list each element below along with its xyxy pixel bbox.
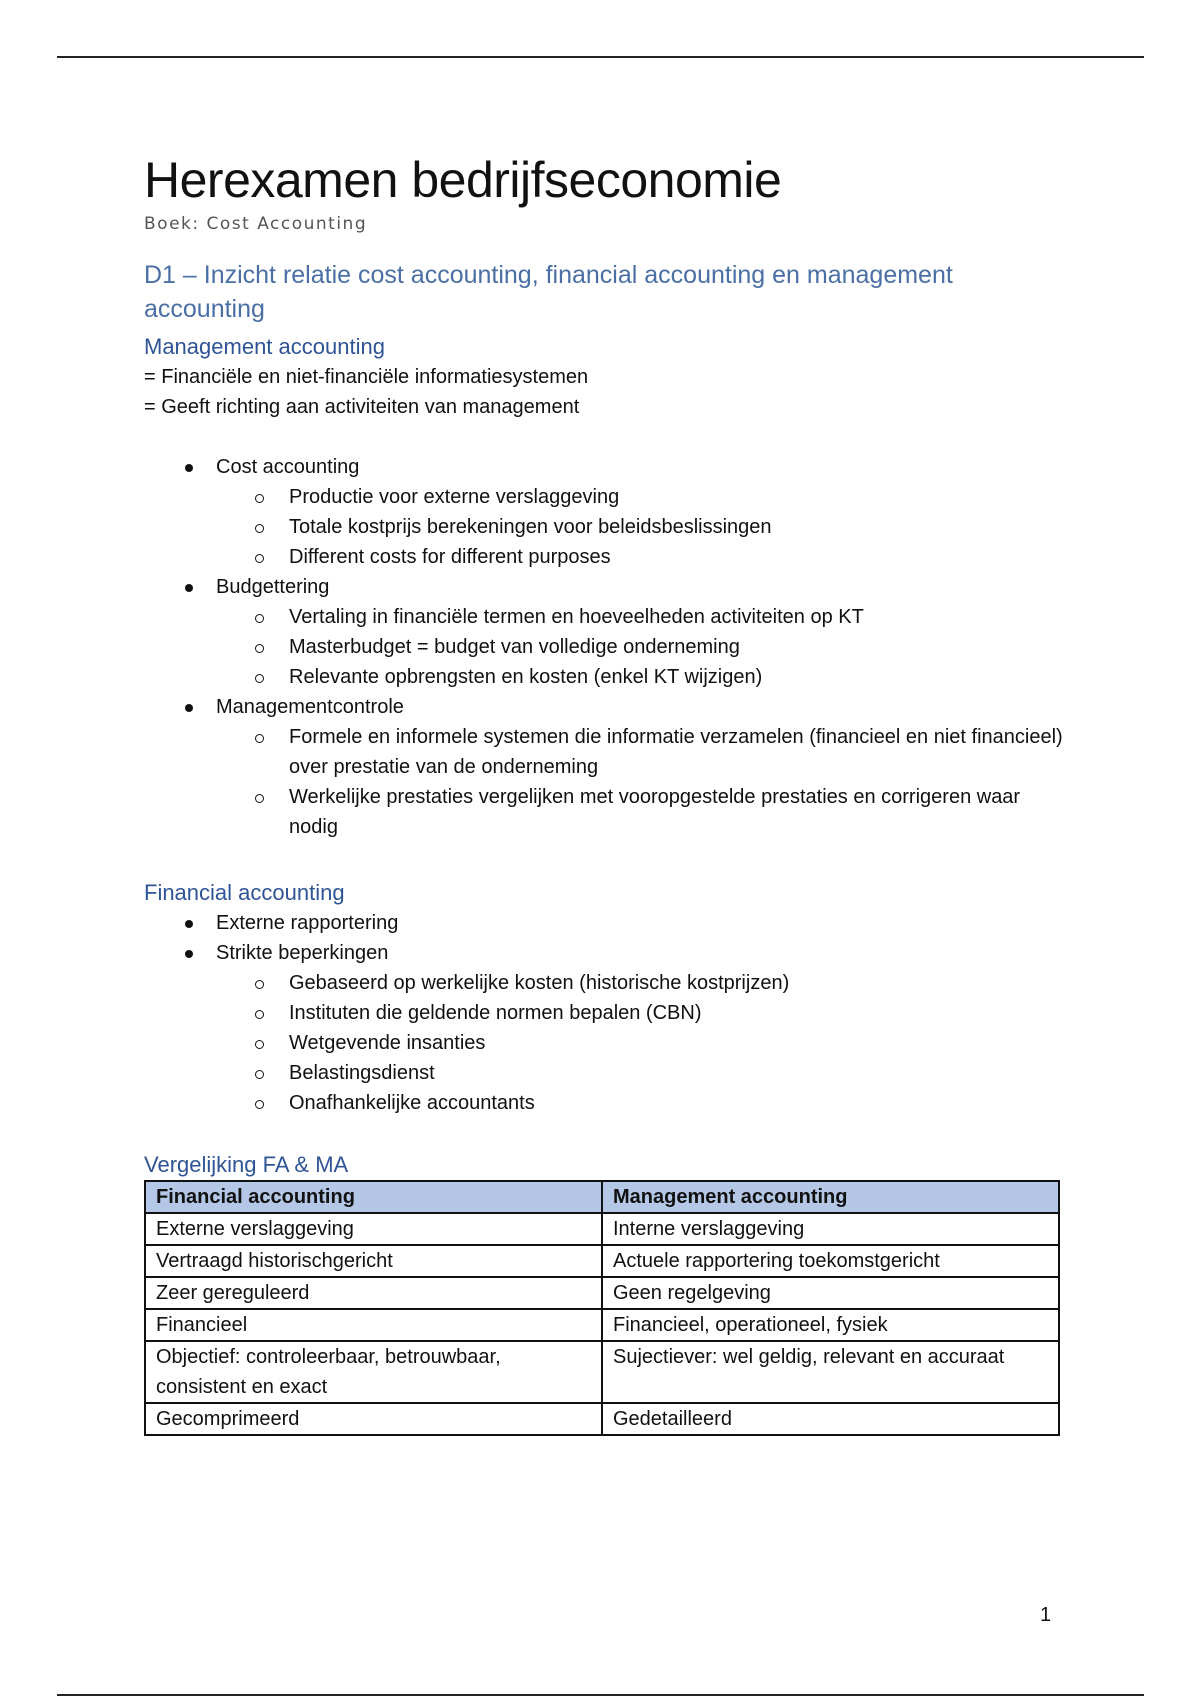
footer-rule (57, 1694, 1144, 1696)
page-number: 1 (1040, 1604, 1052, 1626)
table-cell: Externe verslaggeving (145, 1213, 602, 1245)
circle-bullet-icon (255, 1100, 264, 1109)
table-cell: Vertraagd historischgericht (145, 1245, 602, 1277)
sub-list-item: Onafhankelijke accountants (144, 1088, 1064, 1118)
sub-list-item: Totale kostprijs berekeningen voor beleidsbeslissingen (144, 512, 1064, 542)
circle-bullet-icon (255, 1040, 264, 1049)
sub-list-item: Different costs for different purposes (144, 542, 1064, 572)
list-item-label: Budgettering (216, 576, 330, 598)
list-item (144, 452, 1064, 482)
circle-bullet-icon (255, 614, 264, 623)
section-d1-heading: D1 – Inzicht relatie cost accounting, financial accounting en management accounting (144, 261, 953, 323)
sub-list (144, 968, 1064, 1118)
circle-bullet-icon (255, 644, 264, 653)
table-row (145, 1341, 1059, 1403)
sub-list-item: Formele en informele systemen die informatie verzamelen (financieel en niet financieel) over prestatie van de onderneming (144, 722, 1064, 782)
sub-list-item: Wetgevende insanties (144, 1028, 1064, 1058)
circle-bullet-icon (255, 1010, 264, 1019)
table-cell: Gedetailleerd (602, 1403, 1059, 1435)
table-cell: Sujectiever: wel geldig, relevant en accuraat (602, 1341, 1059, 1403)
table-header-row (145, 1181, 1059, 1213)
table-cell: Actuele rapportering toekomstgericht (602, 1245, 1059, 1277)
column-header: Management accounting (602, 1181, 1059, 1213)
sub-list-item: Werkelijke prestaties vergelijken met vooropgestelde prestaties en corrigeren waar nodig (144, 782, 1064, 842)
table-cell: Gecomprimeerd (145, 1403, 602, 1435)
list-item (144, 908, 1064, 938)
definition-line: = Geeft richting aan activiteiten van management (144, 396, 580, 418)
financial-accounting-list (144, 908, 1064, 1118)
definition-line: = Financiële en niet-financiële informatiesystemen (144, 366, 589, 388)
list-item-label: Managementcontrole (216, 696, 404, 718)
circle-bullet-icon (255, 980, 264, 989)
table-cell: Financieel, operationeel, fysiek (602, 1309, 1059, 1341)
bullet-icon (185, 950, 193, 958)
management-accounting-heading: Management accounting (144, 334, 385, 359)
table-row (145, 1213, 1059, 1245)
list-item-label: Externe rapportering (216, 912, 399, 934)
list-item (144, 692, 1064, 722)
sub-list-item: Productie voor externe verslaggeving (144, 482, 1064, 512)
table-cell: Geen regelgeving (602, 1277, 1059, 1309)
table-row (145, 1245, 1059, 1277)
sub-list (144, 482, 1064, 572)
sub-list-item: Gebaseerd op werkelijke kosten (historische kostprijzen) (144, 968, 1064, 998)
table-row (145, 1309, 1059, 1341)
list-item-label: Strikte beperkingen (216, 942, 389, 964)
bullet-icon (185, 584, 193, 592)
table-row (145, 1277, 1059, 1309)
sub-list-item: Belastingsdienst (144, 1058, 1064, 1088)
sub-list-item: Vertaling in financiële termen en hoeveelheden activiteiten op KT (144, 602, 1064, 632)
list-item (144, 572, 1064, 602)
document-subtitle: Boek: Cost Accounting (144, 214, 368, 234)
table-cell: Financieel (145, 1309, 602, 1341)
sub-list (144, 602, 1064, 692)
comparison-table (144, 1180, 1060, 1436)
table-cell: Objectief: controleerbaar, betrouwbaar, consistent en exact (145, 1341, 602, 1403)
page-content (144, 150, 1064, 1436)
column-header: Financial accounting (145, 1181, 602, 1213)
sub-list-item: Masterbudget = budget van volledige onderneming (144, 632, 1064, 662)
circle-bullet-icon (255, 674, 264, 683)
bullet-icon (185, 920, 193, 928)
sub-list (144, 722, 1064, 842)
table-row (145, 1403, 1059, 1435)
circle-bullet-icon (255, 794, 264, 803)
circle-bullet-icon (255, 554, 264, 563)
list-item (144, 938, 1064, 968)
table-cell: Interne verslaggeving (602, 1213, 1059, 1245)
bullet-icon (185, 464, 193, 472)
sub-list-item: Instituten die geldende normen bepalen (CBN) (144, 998, 1064, 1028)
comparison-heading: Vergelijking FA & MA (144, 1152, 349, 1177)
table-cell: Zeer gereguleerd (145, 1277, 602, 1309)
header-rule (57, 56, 1144, 58)
circle-bullet-icon (255, 734, 264, 743)
circle-bullet-icon (255, 524, 264, 533)
bullet-icon (185, 704, 193, 712)
management-accounting-list (144, 452, 1064, 842)
document-title: Herexamen bedrijfseconomie (144, 152, 782, 208)
circle-bullet-icon (255, 1070, 264, 1079)
list-item-label: Cost accounting (216, 456, 360, 478)
circle-bullet-icon (255, 494, 264, 503)
sub-list-item: Relevante opbrengsten en kosten (enkel KT wijzigen) (144, 662, 1064, 692)
financial-accounting-heading: Financial accounting (144, 880, 345, 905)
